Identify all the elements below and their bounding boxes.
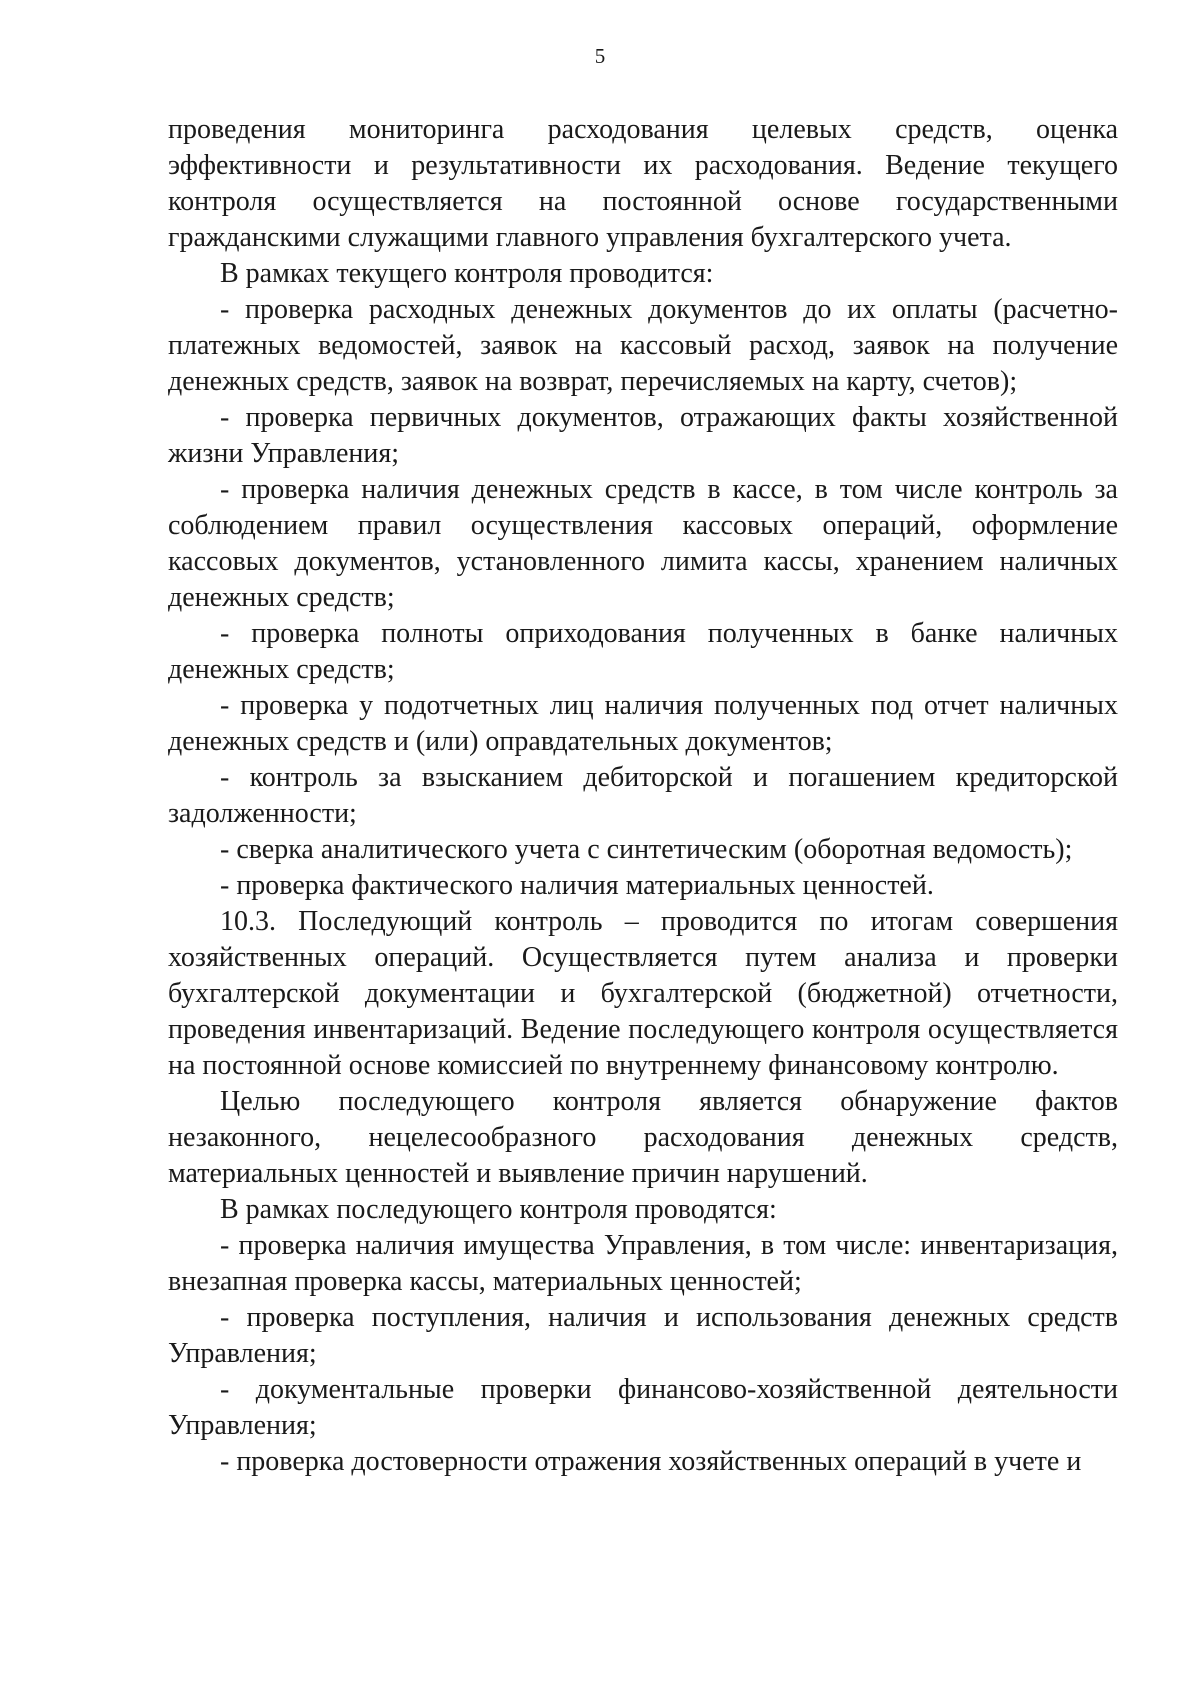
paragraph-subsequent-control-intro: В рамках последующего контроля проводятся:	[220, 1194, 777, 1225]
paragraph-continuation: проведения мониторинга расходования целевых средств, оценка эффективности и результативности их расходования. Ведение текущего контроля осуществляется на постоянной основе государственными гражданскими служащими главного управления бухгалтерского учета.	[168, 114, 1118, 253]
list-item: - документальные проверки финансово-хозяйственной деятельности Управления;	[168, 1374, 1118, 1441]
document-body	[168, 112, 1118, 1480]
list-item: - проверка достоверности отражения хозяйственных операций в учете и	[220, 1446, 1082, 1477]
list-item: - проверка фактического наличия материальных ценностей.	[220, 870, 934, 901]
list-item: - проверка полноты оприходования полученных в банке наличных денежных средств;	[168, 618, 1118, 685]
paragraph-current-control-intro: В рамках текущего контроля проводится:	[220, 258, 714, 289]
list-item: - сверка аналитического учета с синтетическим (оборотная ведомость);	[220, 834, 1073, 865]
paragraph-subsequent-control-goal: Целью последующего контроля является обнаружение фактов незаконного, нецелесообразного расходования денежных средств, материальных ценностей и выявление причин нарушений.	[168, 1086, 1118, 1189]
list-item: - проверка у подотчетных лиц наличия полученных под отчет наличных денежных средств и (или) оправдательных документов;	[168, 690, 1118, 757]
list-item: - проверка наличия имущества Управления, в том числе: инвентаризация, внезапная проверка кассы, материальных ценностей;	[168, 1230, 1118, 1297]
list-item: - контроль за взысканием дебиторской и погашением кредиторской задолженности;	[168, 762, 1118, 829]
paragraph-section-10-3: 10.3. Последующий контроль – проводится по итогам совершения хозяйственных операций. Осуществляется путем анализа и проверки бухгалтерской документации и бухгалтерской (бюджетной) отчетности, проведения инвентаризаций. Ведение последующего контроля осуществляется на постоянной основе комиссией по внутреннему финансовому контролю.	[168, 906, 1118, 1081]
list-item: - проверка поступления, наличия и использования денежных средств Управления;	[168, 1302, 1118, 1369]
list-item: - проверка первичных документов, отражающих факты хозяйственной жизни Управления;	[168, 402, 1118, 469]
list-item: - проверка расходных денежных документов до их оплаты (расчетно-платежных ведомостей, заявок на кассовый расход, заявок на получение денежных средств, заявок на возврат, перечисляемых на карту, счетов);	[168, 294, 1118, 397]
page-number: 5	[594, 44, 606, 68]
list-item: - проверка наличия денежных средств в кассе, в том числе контроль за соблюдением правил осуществления кассовых операций, оформление кассовых документов, установленного лимита кассы, хранением наличных денежных средств;	[168, 474, 1118, 613]
